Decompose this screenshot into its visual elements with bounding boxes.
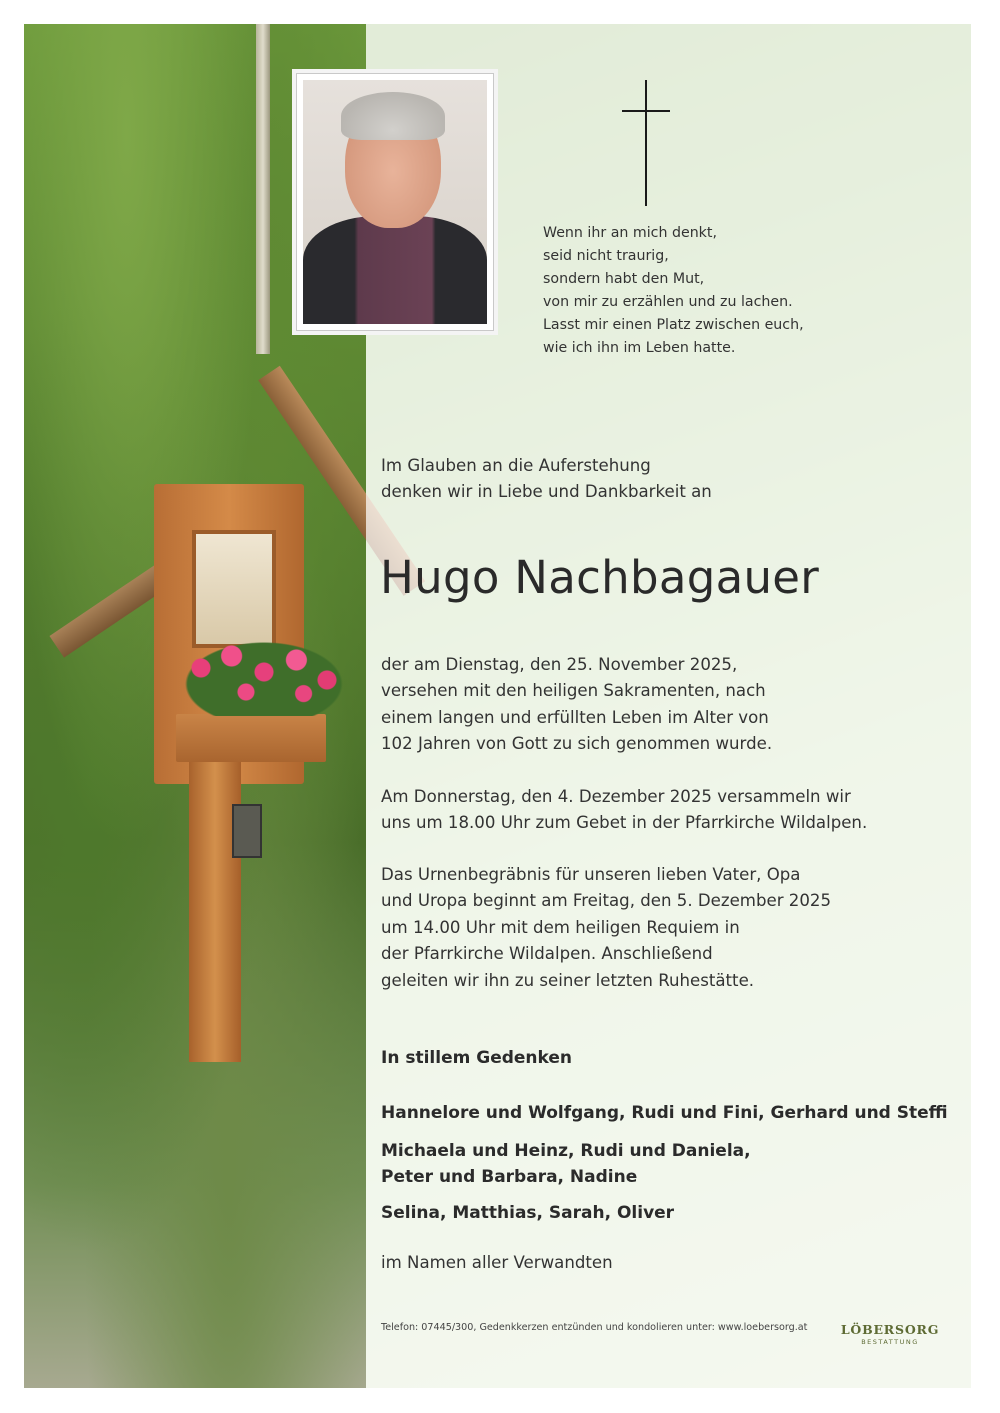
- logo-subtitle: BESTATTUNG: [861, 1338, 919, 1346]
- latin-cross-icon: [622, 80, 670, 206]
- prayer-line: Am Donnerstag, den 4. Dezember 2025 versammeln wir: [381, 787, 851, 806]
- grave-lantern: [232, 804, 262, 858]
- notice-line: einem langen und erfüllten Leben im Alter von: [381, 707, 769, 727]
- poem-line: Lasst mir einen Platz zwischen euch,: [543, 317, 804, 334]
- wayside-shrine-image: [24, 344, 414, 1064]
- poem-line: von mir zu erzählen und zu lachen.: [543, 294, 793, 311]
- mourner-line: Peter und Barbara, Nadine: [381, 1167, 638, 1187]
- mourners-group-children: [381, 1100, 948, 1126]
- deceased-name: Hugo Nachbagauer: [380, 551, 820, 604]
- funeral-home-logo: [838, 1322, 942, 1346]
- shrine-relief: [192, 530, 276, 648]
- tree-trunk: [256, 24, 270, 354]
- notice-line: versehen mit den heiligen Sakramenten, nach: [381, 681, 766, 701]
- mourner-line: Hannelore und Wolfgang, Rudi und Fini, Gerhard und Steffi: [381, 1103, 948, 1123]
- poem-line: Wenn ihr an mich denkt,: [543, 225, 717, 241]
- notice-line: 102 Jahren von Gott zu sich genommen wurde.: [381, 734, 773, 754]
- intro-line: Im Glauben an die Auferstehung: [381, 456, 651, 475]
- portrait-clothing: [303, 216, 487, 324]
- poem-line: wie ich ihn im Leben hatte.: [543, 340, 736, 357]
- poem-line: seid nicht traurig,: [543, 248, 669, 265]
- intro-text: [381, 453, 941, 505]
- poem-line: sondern habt den Mut,: [543, 271, 705, 288]
- mourners-heading: In stillem Gedenken: [381, 1048, 573, 1068]
- contact-footer: Telefon: 07445/300, Gedenkkerzen entzünden und kondolieren unter: www.loebersorg.at: [381, 1322, 808, 1333]
- portrait-photo: [296, 73, 494, 331]
- burial-line: der Pfarrkirche Wildalpen. Anschließend: [381, 944, 713, 964]
- portrait-image: [303, 80, 487, 324]
- death-notice: [381, 652, 941, 758]
- notice-line: der am Dienstag, den 25. November 2025,: [381, 655, 738, 674]
- mourners-group-great-grandchildren: [381, 1200, 941, 1226]
- portrait-hair: [341, 92, 445, 140]
- burial-line: und Uropa beginnt am Freitag, den 5. Dezember 2025: [381, 891, 832, 911]
- logo-name: LÖBERSORG: [840, 1322, 940, 1337]
- relatives-note: im Namen aller Verwandten: [381, 1253, 613, 1272]
- burial-notice: [381, 862, 941, 994]
- prayer-line: uns um 18.00 Uhr zum Gebet in der Pfarrkirche Wildalpen.: [381, 813, 868, 833]
- mourner-line: Michaela und Heinz, Rudi und Daniela,: [381, 1141, 751, 1161]
- burial-line: Das Urnenbegräbnis für unseren lieben Vater, Opa: [381, 865, 801, 884]
- mourner-line: Selina, Matthias, Sarah, Oliver: [381, 1203, 675, 1223]
- memorial-poem: [543, 222, 873, 361]
- flower-box: [176, 714, 326, 762]
- mourners-group-grandchildren: [381, 1138, 941, 1190]
- pink-flowers: [174, 636, 354, 716]
- intro-line: denken wir in Liebe und Dankbarkeit an: [381, 482, 712, 501]
- prayer-notice: [381, 784, 941, 837]
- burial-line: um 14.00 Uhr mit dem heiligen Requiem in: [381, 917, 740, 937]
- burial-line: geleiten wir ihn zu seiner letzten Ruhestätte.: [381, 970, 755, 990]
